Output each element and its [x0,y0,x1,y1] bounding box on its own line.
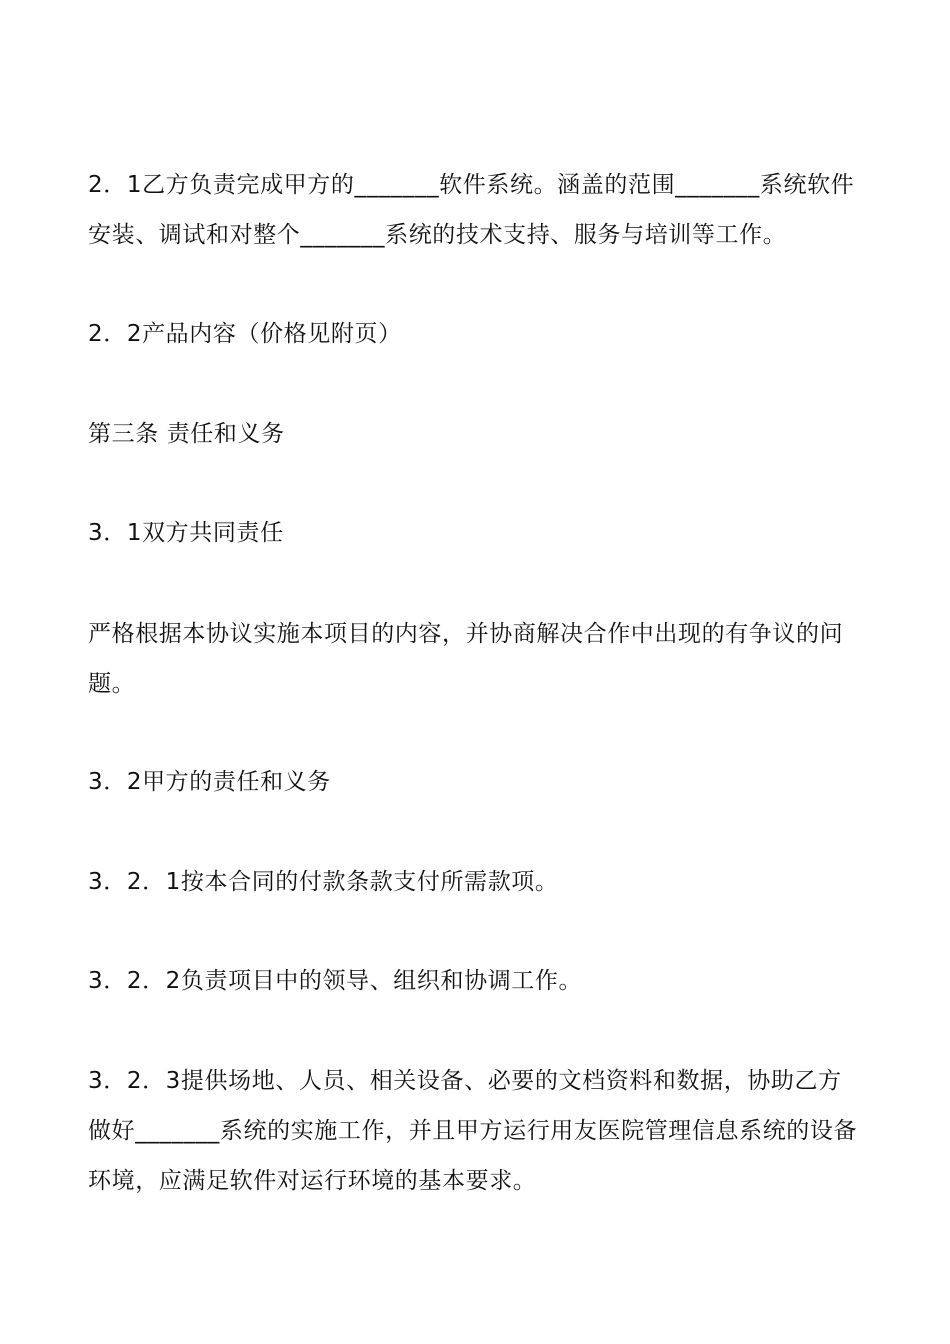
clause-3-2-1 [88,857,868,907]
clause-3-1-body-line-2: 题。 [88,671,136,697]
article-3-heading-line-1: 第三条 责任和义务 [88,421,285,447]
clause-3-2-3-line-3: 环境，应满足软件对运行环境的基本要求。 [88,1168,537,1194]
clause-3-2-2 [88,956,868,1006]
clause-3-1 [88,508,868,558]
clause-2-1 [88,160,868,260]
clause-2-2-line-1: 2．2产品内容（价格见附页） [88,321,402,347]
clause-3-2-2-line-1: 3．2．2负责项目中的领导、组织和协调工作。 [88,968,583,994]
clause-3-2-3-line-2: 做好_______系统的实施工作，并且甲方运行用友医院管理信息系统的设备 [88,1118,858,1144]
clause-3-2-3 [88,1056,868,1206]
clause-3-2-3-line-1: 3．2．3提供场地、人员、相关设备、必要的文档资料和数据，协助乙方 [88,1068,842,1094]
clause-3-2-1-line-1: 3．2．1按本合同的付款条款支付所需款项。 [88,869,559,895]
clause-3-2-line-1: 3．2甲方的责任和义务 [88,769,331,795]
clause-2-1-line-1: 2．1乙方负责完成甲方的_______软件系统。涵盖的范围_______系统软件 [88,172,855,198]
clause-2-1-line-2: 安装、调试和对整个_______系统的技术支持、服务与培训等工作。 [88,222,787,248]
clause-2-2 [88,309,868,359]
clause-3-1-body [88,609,868,709]
clause-3-1-line-1: 3．1双方共同责任 [88,520,284,546]
article-3-heading [88,409,868,459]
clause-3-1-body-line-1: 严格根据本协议实施本项目的内容，并协商解决合作中出现的有争议的问 [88,621,844,647]
clause-3-2 [88,757,868,807]
